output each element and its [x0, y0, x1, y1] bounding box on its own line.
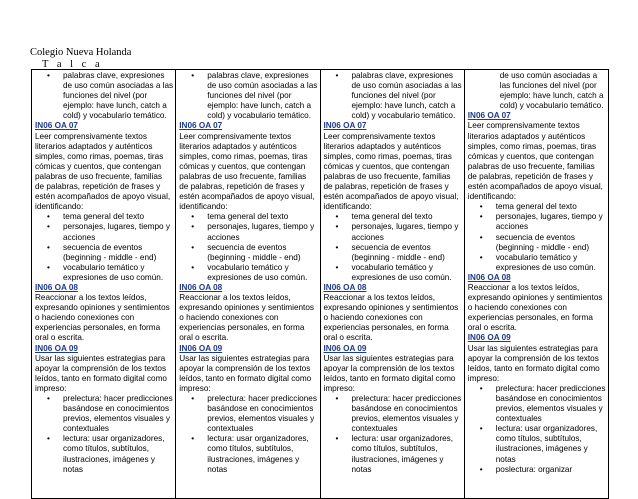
list-item: • palabras clave, expresiones de uso común asociadas a las funciones del nivel (por ejemplo: have lunch, catch a cold) y vocabulario temático. [352, 71, 462, 121]
list-item: • tema general del texto [207, 212, 317, 222]
objective-text: Leer comprensivamente textos literarios adaptados y auténticos simples, como rimas, poemas, tiras cómicas y cuentos, que contengan palabras de uso frecuente, familias de palabras, repetición de frases y estén acompañados de apoyo visual, identificando: [35, 131, 171, 212]
list-item: • lectura: usar organizadores, como títulos, subtítulos, ilustraciones, imágenes y notas [496, 424, 606, 464]
list-item: • prelectura: hacer predicciones basándose en conocimientos previos, elementos visuales y contextuales [496, 384, 606, 424]
list-item: • secuencia de eventos (beginning - middle - end) [352, 243, 462, 263]
objective-text: Leer comprensivamente textos literarios adaptados y auténticos simples, como rimas, poemas, tiras cómicas y cuentos, que contengan palabras de uso frecuente, familias de palabras, repetición de frases y estén acompañados de apoyo visual, identificando: [323, 131, 459, 212]
list-item: • vocabulario temático y expresiones de uso común. [352, 263, 462, 283]
list-item: • secuencia de eventos (beginning - middle - end) [207, 243, 317, 263]
table-cell-4 [464, 70, 608, 499]
objective-code: IN06 OA 09 [179, 343, 223, 353]
objective-list [179, 394, 317, 475]
list-item: • tema general del texto [352, 212, 462, 222]
objective-list [35, 394, 173, 475]
list-item: • poslectura: organizar [496, 465, 606, 475]
continued-fragment: de uso común asociadas a las funciones del nivel (por ejemplo: have lunch, catch a cold) y vocabulario temático. [499, 71, 604, 111]
continued-list [35, 71, 173, 121]
list-item: • personajes, lugares, tiempo y acciones [207, 222, 317, 242]
objective-text: Usar las siguientes estrategias para apoyar la comprensión de los textos leídos, tanto en formato digital como impreso: [35, 353, 167, 393]
objective-text: Leer comprensivamente textos literarios adaptados y auténticos simples, como rimas, poemas, tiras cómicas y cuentos, que contengan palabras de uso frecuente, familias de palabras, repetición de frases y estén acompañados de apoyo visual, identificando: [179, 131, 315, 212]
list-item: • lectura: usar organizadores, como títulos, subtítulos, ilustraciones, imágenes y notas [207, 434, 317, 474]
objective-code: IN06 OA 08 [179, 282, 223, 292]
document-header [30, 47, 131, 71]
objective-text: Reaccionar a los textos leídos, expresando opiniones y sentimientos o haciendo conexiones con experiencias personales, en forma oral o escrita. [179, 293, 314, 343]
list-item: • lectura: usar organizadores, como títulos, subtítulos, ilustraciones, imágenes y notas [63, 434, 173, 474]
table-cell-3 [320, 70, 464, 499]
objectives-table [31, 69, 609, 499]
list-item: • tema general del texto [63, 212, 173, 222]
objective-list [468, 202, 606, 273]
objective-text: Usar las siguientes estrategias para apoyar la comprensión de los textos leídos, tanto en formato digital como impreso: [323, 353, 456, 393]
continued-list [324, 71, 462, 121]
list-item: • prelectura: hacer predicciones basándose en conocimientos previos, elementos visuales y contextuales [207, 394, 317, 434]
continued-list [179, 71, 317, 121]
objective-code: IN06 OA 09 [467, 333, 511, 343]
objective-code: IN06 OA 08 [467, 272, 511, 282]
city-name: T a l c a [42, 59, 103, 70]
table-cell-1 [32, 70, 176, 499]
list-item: • personajes, lugares, tiempo y acciones [352, 222, 462, 242]
objective-list [324, 212, 462, 283]
list-item: • prelectura: hacer predicciones basándose en conocimientos previos, elementos visuales y contextuales [352, 394, 462, 434]
objective-list [35, 212, 173, 283]
objective-list [324, 394, 462, 475]
objective-code: IN06 OA 07 [35, 121, 78, 131]
list-item: • secuencia de eventos (beginning - middle - end) [496, 233, 606, 253]
objective-text: Reaccionar a los textos leídos, expresando opiniones y sentimientos o haciendo conexiones con experiencias personales, en forma oral o escrita. [35, 293, 170, 343]
table-cell-2 [176, 70, 320, 499]
objective-code: IN06 OA 08 [323, 282, 367, 292]
list-item: • prelectura: hacer predicciones basándose en conocimientos previos, elementos visuales y contextuales [63, 394, 173, 434]
objective-code: IN06 OA 07 [179, 121, 223, 131]
list-item: • vocabulario temático y expresiones de uso común. [207, 263, 317, 283]
objective-text: Reaccionar a los textos leídos, expresando opiniones y sentimientos o haciendo conexiones con experiencias personales, en forma oral o escrita. [323, 293, 459, 343]
objective-text: Leer comprensivamente textos literarios adaptados y auténticos simples, como rimas, poemas, tiras cómicas y cuentos, que contengan palabras de uso frecuente, familias de palabras, repetición de frases y estén acompañados de apoyo visual, identificando: [467, 121, 603, 202]
list-item: • palabras clave, expresiones de uso común asociadas a las funciones del nivel (por ejemplo: have lunch, catch a cold) y vocabulario temático. [207, 71, 317, 121]
list-item: • personajes, lugares, tiempo y acciones [63, 222, 173, 242]
objective-code: IN06 OA 08 [35, 282, 78, 292]
list-item: • personajes, lugares, tiempo y acciones [496, 212, 606, 232]
list-item: • palabras clave, expresiones de uso común asociadas a las funciones del nivel (por ejemplo: have lunch, catch a cold) y vocabulario temático. [63, 71, 173, 121]
list-item: • secuencia de eventos (beginning - middle - end) [63, 243, 173, 263]
objective-text: Usar las siguientes estrategias para apoyar la comprensión de los textos leídos, tanto en formato digital como impreso: [179, 353, 312, 393]
school-name: Colegio Nueva Holanda [30, 47, 132, 58]
objective-list [468, 384, 606, 475]
list-item: • vocabulario temático y expresiones de uso común. [496, 253, 606, 273]
objective-text: Reaccionar a los textos leídos, expresando opiniones y sentimientos o haciendo conexiones con experiencias personales, en forma oral o escrita. [467, 282, 603, 333]
objective-text: Usar las siguientes estrategias para apoyar la comprensión de los textos leídos, tanto en formato digital como impreso: [467, 343, 600, 383]
objective-code: IN06 OA 07 [467, 111, 511, 121]
table-row [32, 70, 609, 499]
list-item: • lectura: usar organizadores, como títulos, subtítulos, ilustraciones, imágenes y notas [352, 434, 462, 474]
objective-code: IN06 OA 09 [323, 343, 367, 353]
list-item: • vocabulario temático y expresiones de uso común. [63, 263, 173, 283]
objective-list [179, 212, 317, 283]
objective-code: IN06 OA 07 [323, 121, 367, 131]
objective-code: IN06 OA 09 [35, 343, 78, 353]
list-item: • tema general del texto [496, 202, 606, 212]
